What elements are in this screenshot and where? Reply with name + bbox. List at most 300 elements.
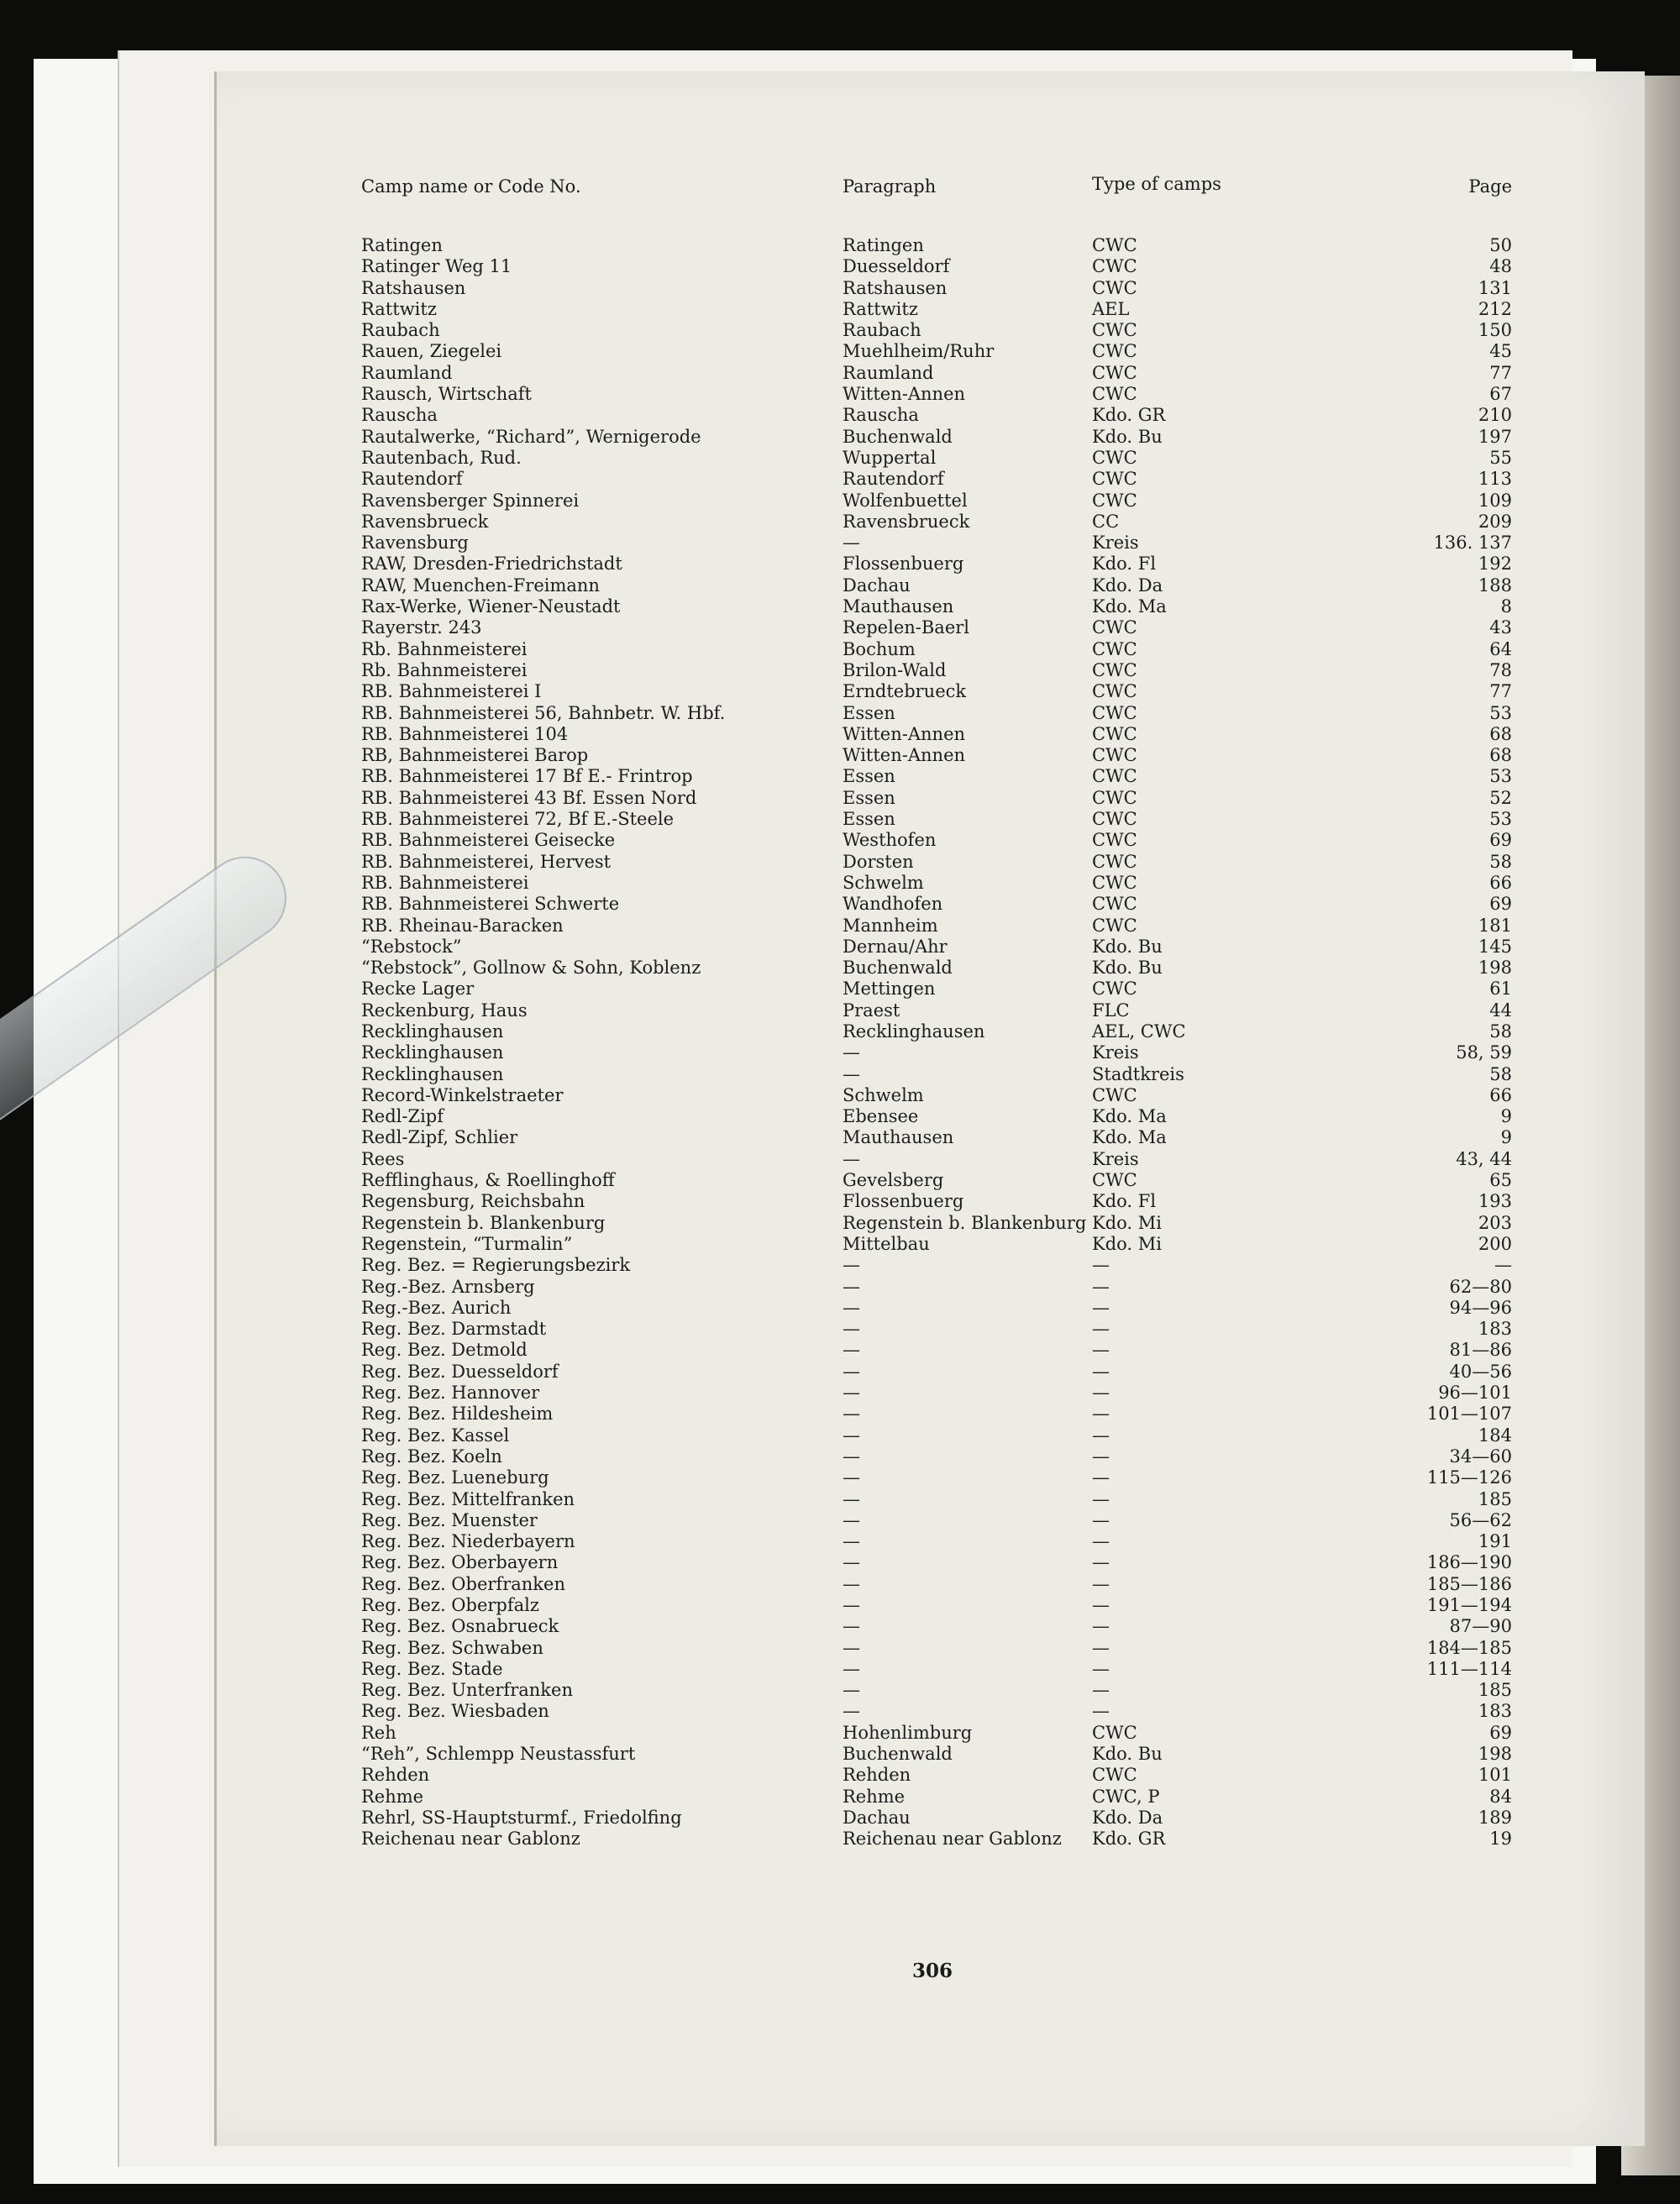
paragraph-cell: Mauthausen (843, 596, 954, 617)
camp-name-cell: Regensburg, Reichsbahn (361, 1191, 585, 1212)
camp-name-cell: RB. Bahnmeisterei I (361, 681, 542, 702)
page-cell: 77 (1489, 681, 1512, 702)
paragraph-cell: — (843, 1637, 860, 1658)
paragraph-cell: Wuppertal (843, 447, 937, 468)
camp-type-cell: Kdo. Da (1092, 575, 1163, 596)
camp-name-cell: RB. Bahnmeisterei 72, Bf E.-Steele (361, 809, 675, 830)
page-cell: 111—114 (1426, 1658, 1512, 1679)
table-row (361, 512, 1512, 533)
table-row (361, 1616, 1512, 1637)
table-row (361, 958, 1512, 979)
paragraph-cell: Ratshausen (843, 277, 948, 298)
page-cell: 200 (1478, 1233, 1512, 1254)
table-row (361, 937, 1512, 958)
camp-name-cell: Reg. Bez. Oberpfalz (361, 1595, 539, 1615)
camp-name-cell: Reg. Bez. Hannover (361, 1383, 540, 1404)
camp-type-cell: CWC (1092, 384, 1137, 405)
camp-name-cell: Reckenburg, Haus (361, 1000, 528, 1021)
paragraph-cell: Dachau (843, 575, 911, 596)
page-cell: 19 (1489, 1829, 1512, 1850)
table-row (361, 1277, 1512, 1298)
camp-name-cell: Reg. Bez. Oberfranken (361, 1573, 565, 1594)
table-row (361, 1064, 1512, 1085)
paragraph-cell: Dachau (843, 1807, 911, 1828)
table-row (361, 1319, 1512, 1340)
page-cell: 68 (1489, 745, 1512, 766)
table-row (361, 1765, 1512, 1786)
camp-name-cell: RB. Bahnmeisterei (361, 872, 529, 893)
camp-type-cell: CWC (1092, 235, 1137, 255)
paragraph-cell: Raubach (843, 320, 921, 341)
paragraph-cell: Witten-Annen (843, 384, 966, 405)
table-row (361, 894, 1512, 915)
table-row (361, 491, 1512, 512)
camp-type-cell: Kdo. Mi (1092, 1233, 1162, 1254)
page-cell: 131 (1478, 277, 1512, 298)
paragraph-cell: Flossenbuerg (843, 1191, 964, 1212)
camp-type-cell: — (1092, 1467, 1110, 1488)
camp-type-cell: Stadtkreis (1092, 1063, 1184, 1084)
camp-name-cell: Rees (361, 1148, 405, 1169)
paragraph-cell: Essen (843, 809, 895, 830)
page-cell: 58 (1489, 1063, 1512, 1084)
paragraph-cell: — (843, 533, 860, 554)
table-row (361, 660, 1512, 681)
camp-type-cell: Kdo. Bu (1092, 936, 1163, 957)
table-row (361, 384, 1512, 405)
paragraph-cell: Mittelbau (843, 1233, 930, 1254)
page-cell: 58, 59 (1456, 1042, 1512, 1063)
page-cell: 66 (1489, 872, 1512, 893)
page-cell: 197 (1478, 426, 1512, 447)
paragraph-cell: Mannheim (843, 915, 938, 936)
paragraph-cell: Schwelm (843, 1084, 924, 1105)
camp-name-cell: Ratshausen (361, 277, 466, 298)
camp-type-cell: Kdo. Mi (1092, 1212, 1162, 1233)
paragraph-cell: Erndtebrueck (843, 681, 967, 702)
paragraph-cell: — (843, 1701, 860, 1722)
camp-name-cell: Rattwitz (361, 298, 437, 319)
camp-name-cell: Rb. Bahnmeisterei (361, 638, 528, 659)
table-row (361, 1213, 1512, 1234)
camp-name-cell: Refflinghaus, & Roellinghoff (361, 1170, 615, 1191)
paragraph-cell: Rautendorf (843, 469, 944, 490)
table-row (361, 341, 1512, 362)
paragraph-cell: — (843, 1042, 860, 1063)
page-cell: 9 (1500, 1127, 1512, 1148)
paragraph-cell: — (843, 1255, 860, 1276)
paragraph-cell: Repelen-Baerl (843, 617, 970, 638)
camp-type-cell: Kdo. Ma (1092, 1106, 1167, 1127)
table-row (361, 533, 1512, 554)
camp-name-cell: Raubach (361, 320, 440, 341)
camp-type-cell: CWC (1092, 681, 1137, 702)
camp-name-cell: Regenstein, “Turmalin” (361, 1233, 573, 1254)
table-row (361, 554, 1512, 575)
table-row (361, 596, 1512, 617)
page-cell: 101—107 (1426, 1404, 1512, 1425)
paragraph-cell: Praest (843, 1000, 900, 1021)
camp-type-cell: — (1092, 1573, 1110, 1594)
page-cell: 66 (1489, 1084, 1512, 1105)
paragraph-cell: Witten-Annen (843, 723, 966, 744)
page-cell: 115—126 (1426, 1467, 1512, 1488)
page-cell: 8 (1500, 596, 1512, 617)
table-row (361, 724, 1512, 745)
camp-name-cell: Redl-Zipf (361, 1106, 444, 1127)
table-row (361, 1255, 1512, 1276)
table-row (361, 1744, 1512, 1765)
camp-type-cell: — (1092, 1255, 1110, 1276)
page-cell: 184—185 (1426, 1637, 1512, 1658)
page-cell: 34—60 (1449, 1446, 1512, 1467)
paragraph-cell: Flossenbuerg (843, 554, 964, 575)
camp-name-cell: RB. Bahnmeisterei 43 Bf. Essen Nord (361, 787, 697, 808)
camp-name-cell: Reg. Bez. Osnabrueck (361, 1616, 559, 1637)
page-cell: 48 (1489, 256, 1512, 277)
table-row (361, 639, 1512, 660)
paragraph-cell: — (843, 1509, 860, 1530)
camp-type-cell: Kdo. Da (1092, 1807, 1163, 1828)
table-row (361, 1659, 1512, 1680)
camp-name-cell: Reg. Bez. Koeln (361, 1446, 502, 1467)
page-cell: 53 (1489, 809, 1512, 830)
paragraph-cell: Westhofen (843, 830, 937, 851)
camp-type-cell: CWC (1092, 490, 1137, 511)
page-cell: 94—96 (1449, 1297, 1512, 1318)
camp-type-cell: Kdo. GR (1092, 1829, 1166, 1850)
camp-name-cell: Regenstein b. Blankenburg (361, 1212, 606, 1233)
camp-name-cell: Rauscha (361, 405, 438, 426)
paragraph-cell: Ravensbrueck (843, 511, 970, 532)
paragraph-cell: Dernau/Ahr (843, 936, 948, 957)
page-cell: 203 (1478, 1212, 1512, 1233)
camp-type-cell: Kreis (1092, 1148, 1139, 1169)
page-cell: 186—190 (1426, 1552, 1512, 1573)
header-camp-name: Camp name or Code No. (361, 176, 581, 197)
table-row (361, 1127, 1512, 1148)
paragraph-cell: Essen (843, 766, 895, 787)
page-cell: 188 (1478, 575, 1512, 596)
page-cell: — (1494, 1255, 1512, 1276)
table-row (361, 745, 1512, 766)
paragraph-cell: Ratingen (843, 235, 924, 255)
paragraph-cell: Regenstein b. Blankenburg (843, 1212, 1087, 1233)
camp-type-cell: CWC (1092, 979, 1137, 1000)
camp-name-cell: RB. Bahnmeisterei 17 Bf E.- Frintrop (361, 766, 693, 787)
paragraph-cell: Wolfenbuettel (843, 490, 968, 511)
table-row (361, 1701, 1512, 1722)
header-page: Page (1468, 176, 1512, 197)
camp-type-cell: — (1092, 1552, 1110, 1573)
table-row (361, 469, 1512, 490)
header-type: Type of camps (1092, 174, 1221, 194)
table-row (361, 873, 1512, 894)
paragraph-cell: Essen (843, 787, 895, 808)
table-row (361, 405, 1512, 426)
table-row (361, 1149, 1512, 1170)
page-cell: 87—90 (1449, 1616, 1512, 1637)
camp-type-cell: — (1092, 1404, 1110, 1425)
page-cell: 9 (1500, 1106, 1512, 1127)
paragraph-cell: Gevelsberg (843, 1170, 944, 1191)
table-row (361, 235, 1512, 256)
camp-name-cell: Reh (361, 1722, 396, 1743)
camp-type-cell: — (1092, 1340, 1110, 1361)
paragraph-cell: Rehme (843, 1786, 906, 1807)
page-cell: 185—186 (1426, 1573, 1512, 1594)
page-cell: 43 (1489, 617, 1512, 638)
page-cell: 77 (1489, 362, 1512, 383)
camp-type-cell: — (1092, 1680, 1110, 1701)
page-cell: 53 (1489, 702, 1512, 723)
page-cell: 109 (1478, 490, 1512, 511)
table-row (361, 809, 1512, 830)
camp-name-cell: Reg. Bez. Kassel (361, 1425, 510, 1446)
table-row (361, 278, 1512, 299)
camp-type-cell: CWC (1092, 830, 1137, 851)
table-row (361, 1467, 1512, 1488)
camp-type-cell: CWC (1092, 894, 1137, 915)
camp-type-cell: — (1092, 1488, 1110, 1509)
table-row (361, 852, 1512, 873)
camp-type-cell: — (1092, 1383, 1110, 1404)
paragraph-cell: Hohenlimburg (843, 1722, 973, 1743)
table-row (361, 1425, 1512, 1446)
page-cell: 78 (1489, 659, 1512, 680)
page-cell: 56—62 (1449, 1509, 1512, 1530)
camp-name-cell: Raumland (361, 362, 453, 383)
page-cell: 53 (1489, 766, 1512, 787)
table-row (361, 1489, 1512, 1510)
camp-name-cell: Redl-Zipf, Schlier (361, 1127, 518, 1148)
paragraph-cell: — (843, 1488, 860, 1509)
page-cell: 113 (1478, 469, 1512, 490)
paragraph-cell: Raumland (843, 362, 934, 383)
camp-name-cell: RB, Bahnmeisterei Barop (361, 745, 589, 766)
camp-name-cell: Reg. Bez. Hildesheim (361, 1404, 554, 1425)
page-cell: 198 (1478, 958, 1512, 979)
camp-type-cell: CWC (1092, 702, 1137, 723)
paragraph-cell: Essen (843, 702, 895, 723)
table-row (361, 681, 1512, 702)
table-row (361, 766, 1512, 787)
page-cell: 212 (1478, 298, 1512, 319)
page-cell: 68 (1489, 723, 1512, 744)
page-cell: 67 (1489, 384, 1512, 405)
camp-type-cell: CWC (1092, 638, 1137, 659)
page-cell: 55 (1489, 447, 1512, 468)
paragraph-cell: Bochum (843, 638, 916, 659)
paragraph-cell: Reichenau near Gablonz (843, 1829, 1062, 1850)
camp-name-cell: Reg.-Bez. Arnsberg (361, 1276, 535, 1297)
page-cell: 69 (1489, 830, 1512, 851)
page-cell: 191—194 (1426, 1595, 1512, 1615)
camp-type-cell: Kdo. Fl (1092, 554, 1157, 575)
camp-type-cell: CWC (1092, 787, 1137, 808)
page-cell: 184 (1478, 1425, 1512, 1446)
camp-type-cell: Kdo. Bu (1092, 426, 1163, 447)
camp-name-cell: Reg. Bez. = Regierungsbezirk (361, 1255, 631, 1276)
page-cell: 210 (1478, 405, 1512, 426)
table-row (361, 1362, 1512, 1383)
camp-name-cell: RB. Bahnmeisterei Geisecke (361, 830, 616, 851)
table-row (361, 1531, 1512, 1552)
camp-type-cell: CWC (1092, 362, 1137, 383)
paragraph-cell: — (843, 1148, 860, 1169)
camp-name-cell: Reg. Bez. Darmstadt (361, 1319, 547, 1340)
camp-name-cell: Record-Winkelstraeter (361, 1084, 564, 1105)
paragraph-cell: Duesseldorf (843, 256, 950, 277)
camp-type-cell: CWC (1092, 341, 1137, 362)
camp-name-cell: Recklinghausen (361, 1021, 504, 1042)
camp-type-cell: — (1092, 1531, 1110, 1552)
paragraph-cell: Mettingen (843, 979, 936, 1000)
camp-type-cell: — (1092, 1637, 1110, 1658)
table-row (361, 1383, 1512, 1404)
paragraph-cell: — (843, 1361, 860, 1382)
table-row (361, 1787, 1512, 1808)
camp-type-cell: CWC (1092, 723, 1137, 744)
page-cell: 193 (1478, 1191, 1512, 1212)
camp-name-cell: Reg. Bez. Detmold (361, 1340, 528, 1361)
camp-name-cell: Reg. Bez. Lueneburg (361, 1467, 549, 1488)
table-row (361, 1808, 1512, 1829)
page-cell: 136. 137 (1433, 533, 1512, 554)
paragraph-cell: — (843, 1658, 860, 1679)
camp-name-cell: RAW, Muenchen-Freimann (361, 575, 600, 596)
camp-type-cell: CWC (1092, 256, 1137, 277)
page-cell: 189 (1478, 1807, 1512, 1828)
page-cell: 101 (1478, 1765, 1512, 1786)
camp-index-table (361, 235, 1512, 1850)
camp-type-cell: AEL, CWC (1092, 1021, 1186, 1042)
page-cell: 52 (1489, 787, 1512, 808)
paragraph-cell: Rauscha (843, 405, 919, 426)
camp-name-cell: Reg. Bez. Oberbayern (361, 1552, 559, 1573)
paragraph-cell: Witten-Annen (843, 745, 966, 766)
paragraph-cell: — (843, 1383, 860, 1404)
page-cell: 40—56 (1449, 1361, 1512, 1382)
table-header (361, 176, 1512, 202)
page-cell: 50 (1489, 235, 1512, 255)
camp-type-cell: FLC (1092, 1000, 1130, 1021)
page-cell: 185 (1478, 1680, 1512, 1701)
table-row (361, 1680, 1512, 1701)
camp-name-cell: Reg. Bez. Duesseldorf (361, 1361, 559, 1382)
table-row (361, 1723, 1512, 1744)
camp-name-cell: Rehden (361, 1765, 430, 1786)
camp-name-cell: Reg. Bez. Schwaben (361, 1637, 543, 1658)
camp-name-cell: Reg. Bez. Wiesbaden (361, 1701, 549, 1722)
paragraph-cell: Buchenwald (843, 958, 953, 979)
camp-name-cell: Reg. Bez. Stade (361, 1658, 503, 1679)
table-row (361, 1085, 1512, 1106)
paragraph-cell: Buchenwald (843, 426, 953, 447)
paragraph-cell: — (843, 1425, 860, 1446)
camp-type-cell: CWC (1092, 1765, 1137, 1786)
page-cell: 62—80 (1449, 1276, 1512, 1297)
camp-name-cell: Reg.-Bez. Aurich (361, 1297, 512, 1318)
camp-name-cell: Reg. Bez. Unterfranken (361, 1680, 573, 1701)
paragraph-cell: — (843, 1446, 860, 1467)
camp-name-cell: “Reh”, Schlempp Neustassfurt (361, 1744, 636, 1765)
camp-name-cell: Rauen, Ziegelei (361, 341, 502, 362)
camp-type-cell: Kdo. Bu (1092, 1744, 1163, 1765)
camp-name-cell: Rautenbach, Rud. (361, 447, 522, 468)
camp-type-cell: — (1092, 1658, 1110, 1679)
camp-type-cell: CWC (1092, 851, 1137, 872)
paragraph-cell: — (843, 1552, 860, 1573)
table-row (361, 299, 1512, 320)
paragraph-cell: — (843, 1276, 860, 1297)
paragraph-cell: — (843, 1340, 860, 1361)
paragraph-cell: — (843, 1404, 860, 1425)
table-row (361, 1638, 1512, 1659)
camp-type-cell: CWC (1092, 617, 1137, 638)
page-cell: 84 (1489, 1786, 1512, 1807)
camp-type-cell: CWC (1092, 469, 1137, 490)
table-row (361, 1595, 1512, 1616)
paragraph-cell: — (843, 1680, 860, 1701)
camp-name-cell: Rautalwerke, “Richard”, Wernigerode (361, 426, 701, 447)
page-cell: 81—86 (1449, 1340, 1512, 1361)
paragraph-cell: Mauthausen (843, 1127, 954, 1148)
page-cell: 192 (1478, 554, 1512, 575)
paragraph-cell: Brilon-Wald (843, 659, 947, 680)
camp-type-cell: CC (1092, 511, 1120, 532)
camp-name-cell: RB. Bahnmeisterei 104 (361, 723, 569, 744)
table-row (361, 1021, 1512, 1042)
page-cell: 58 (1489, 851, 1512, 872)
camp-name-cell: Reichenau near Gablonz (361, 1829, 580, 1850)
camp-name-cell: Rehme (361, 1786, 424, 1807)
table-row (361, 788, 1512, 809)
page-cell: 69 (1489, 894, 1512, 915)
table-row (361, 575, 1512, 596)
camp-name-cell: Ravensbrueck (361, 511, 489, 532)
table-row (361, 916, 1512, 937)
table-row (361, 1552, 1512, 1573)
page-cell: 44 (1489, 1000, 1512, 1021)
paragraph-cell: — (843, 1595, 860, 1615)
camp-type-cell: CWC (1092, 1722, 1137, 1743)
paragraph-cell: Schwelm (843, 872, 924, 893)
paragraph-cell: — (843, 1531, 860, 1552)
paragraph-cell: Dorsten (843, 851, 914, 872)
camp-type-cell: — (1092, 1595, 1110, 1615)
camp-type-cell: CWC (1092, 745, 1137, 766)
paragraph-cell: Ebensee (843, 1106, 919, 1127)
camp-name-cell: Reg. Bez. Muenster (361, 1509, 538, 1530)
paragraph-cell: — (843, 1467, 860, 1488)
table-row (361, 979, 1512, 1000)
camp-type-cell: — (1092, 1616, 1110, 1637)
table-row (361, 320, 1512, 341)
camp-type-cell: Kdo. Bu (1092, 958, 1163, 979)
page-cell: 209 (1478, 511, 1512, 532)
table-row (361, 1510, 1512, 1531)
table-row (361, 1404, 1512, 1425)
page-cell: 145 (1478, 936, 1512, 957)
camp-type-cell: — (1092, 1701, 1110, 1722)
camp-name-cell: RB. Bahnmeisterei 56, Bahnbetr. W. Hbf. (361, 702, 726, 723)
paragraph-cell: Muehlheim/Ruhr (843, 341, 995, 362)
camp-type-cell: CWC (1092, 1084, 1137, 1105)
table-row (361, 1829, 1512, 1850)
camp-name-cell: RB. Bahnmeisterei Schwerte (361, 894, 620, 915)
paragraph-cell: — (843, 1319, 860, 1340)
